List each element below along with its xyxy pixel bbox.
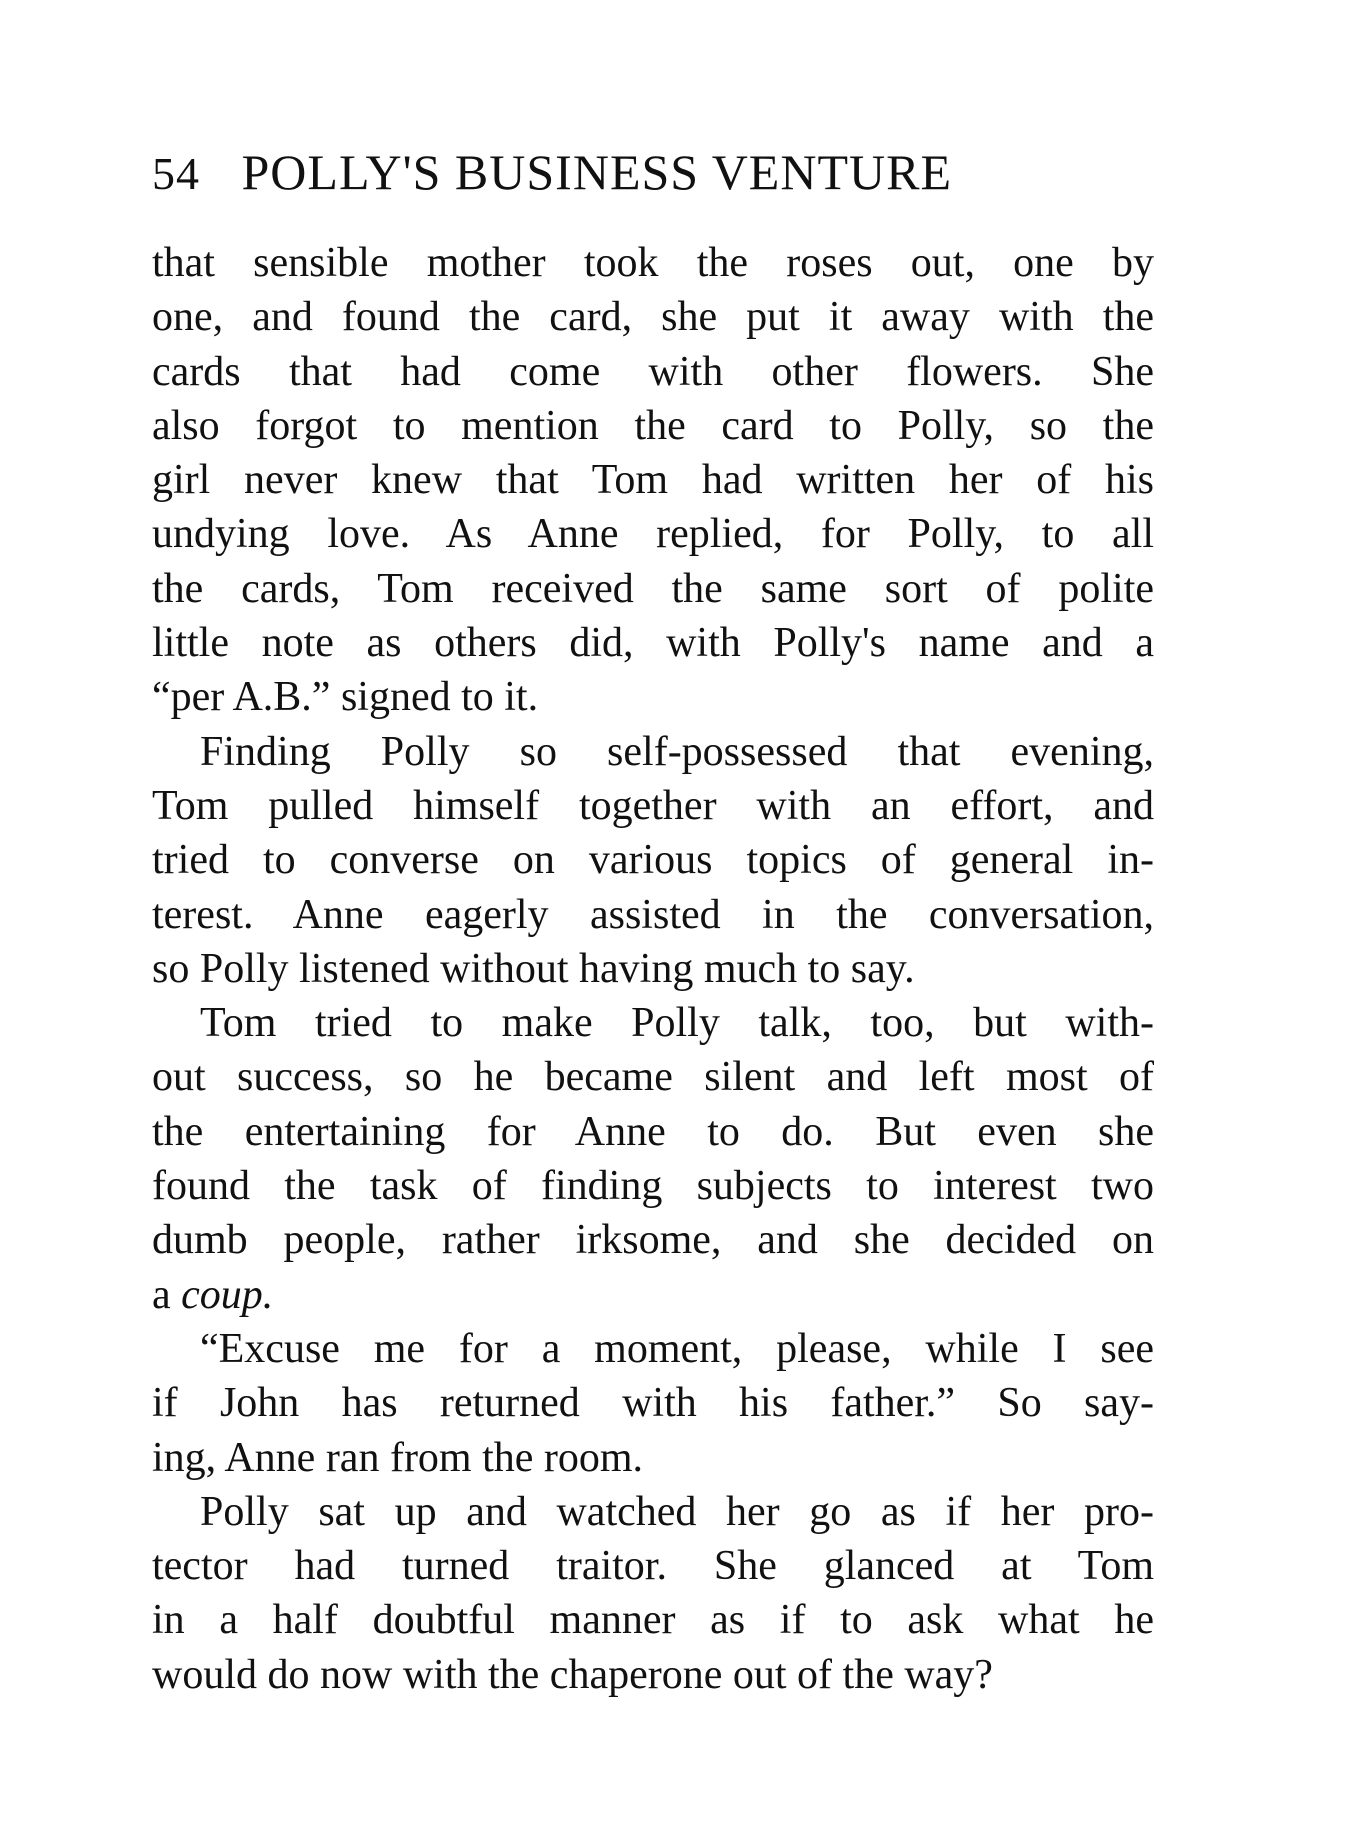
text-line: cards that had come with other flowers. She: [152, 348, 1154, 395]
page-number: 54: [152, 148, 200, 199]
text-line: ing, Anne ran from the room.: [152, 1434, 644, 1481]
body-text: [152, 236, 1154, 1702]
text-line: “Excuse me for a moment, please, while I see: [200, 1325, 1154, 1372]
text-line: so Polly listened without having much to say.: [152, 945, 915, 992]
text-line: “per A.B.” signed to it.: [152, 674, 539, 721]
italic-word: coup.: [181, 1271, 274, 1318]
text-line: terest. Anne eagerly assisted in the conversation,: [152, 891, 1154, 938]
text-line: little note as others did, with Polly's name and a: [152, 620, 1154, 667]
text-line: Finding Polly so self-possessed that evening,: [200, 728, 1154, 775]
text-line: one, and found the card, she put it away with the: [152, 294, 1154, 341]
text-line: tector had turned traitor. She glanced at Tom: [152, 1543, 1154, 1590]
text-line: Tom tried to make Polly talk, too, but with-: [200, 1000, 1154, 1047]
text-line: Polly sat up and watched her go as if her pro-: [200, 1488, 1154, 1535]
text-line: in a half doubtful manner as if to ask what he: [152, 1597, 1154, 1644]
text-line: also forgot to mention the card to Polly, so the: [152, 402, 1154, 449]
text-line: dumb people, rather irksome, and she decided on: [152, 1217, 1154, 1264]
text-line: out success, so he became silent and left most of: [152, 1054, 1154, 1101]
text-line: would do now with the chaperone out of the way?: [152, 1651, 993, 1698]
running-title: POLLY'S BUSINESS VENTURE: [241, 144, 952, 200]
text-line: if John has returned with his father.” So say-: [152, 1380, 1154, 1427]
text-line: the entertaining for Anne to do. But even she: [152, 1108, 1154, 1155]
text-line: Tom pulled himself together with an effort, and: [152, 782, 1154, 829]
text-line: that sensible mother took the roses out, one by: [152, 240, 1154, 286]
text-line: found the task of finding subjects to interest two: [152, 1163, 1154, 1210]
text-line: tried to converse on various topics of general in-: [152, 837, 1154, 884]
text-line: [152, 1268, 1154, 1322]
running-head: [152, 142, 1152, 202]
text-line: girl never knew that Tom had written her of his: [152, 457, 1154, 504]
text-line: the cards, Tom received the same sort of polite: [152, 565, 1154, 612]
text-line: undying love. As Anne replied, for Polly, to all: [152, 511, 1154, 558]
text-fragment: a: [152, 1271, 182, 1318]
